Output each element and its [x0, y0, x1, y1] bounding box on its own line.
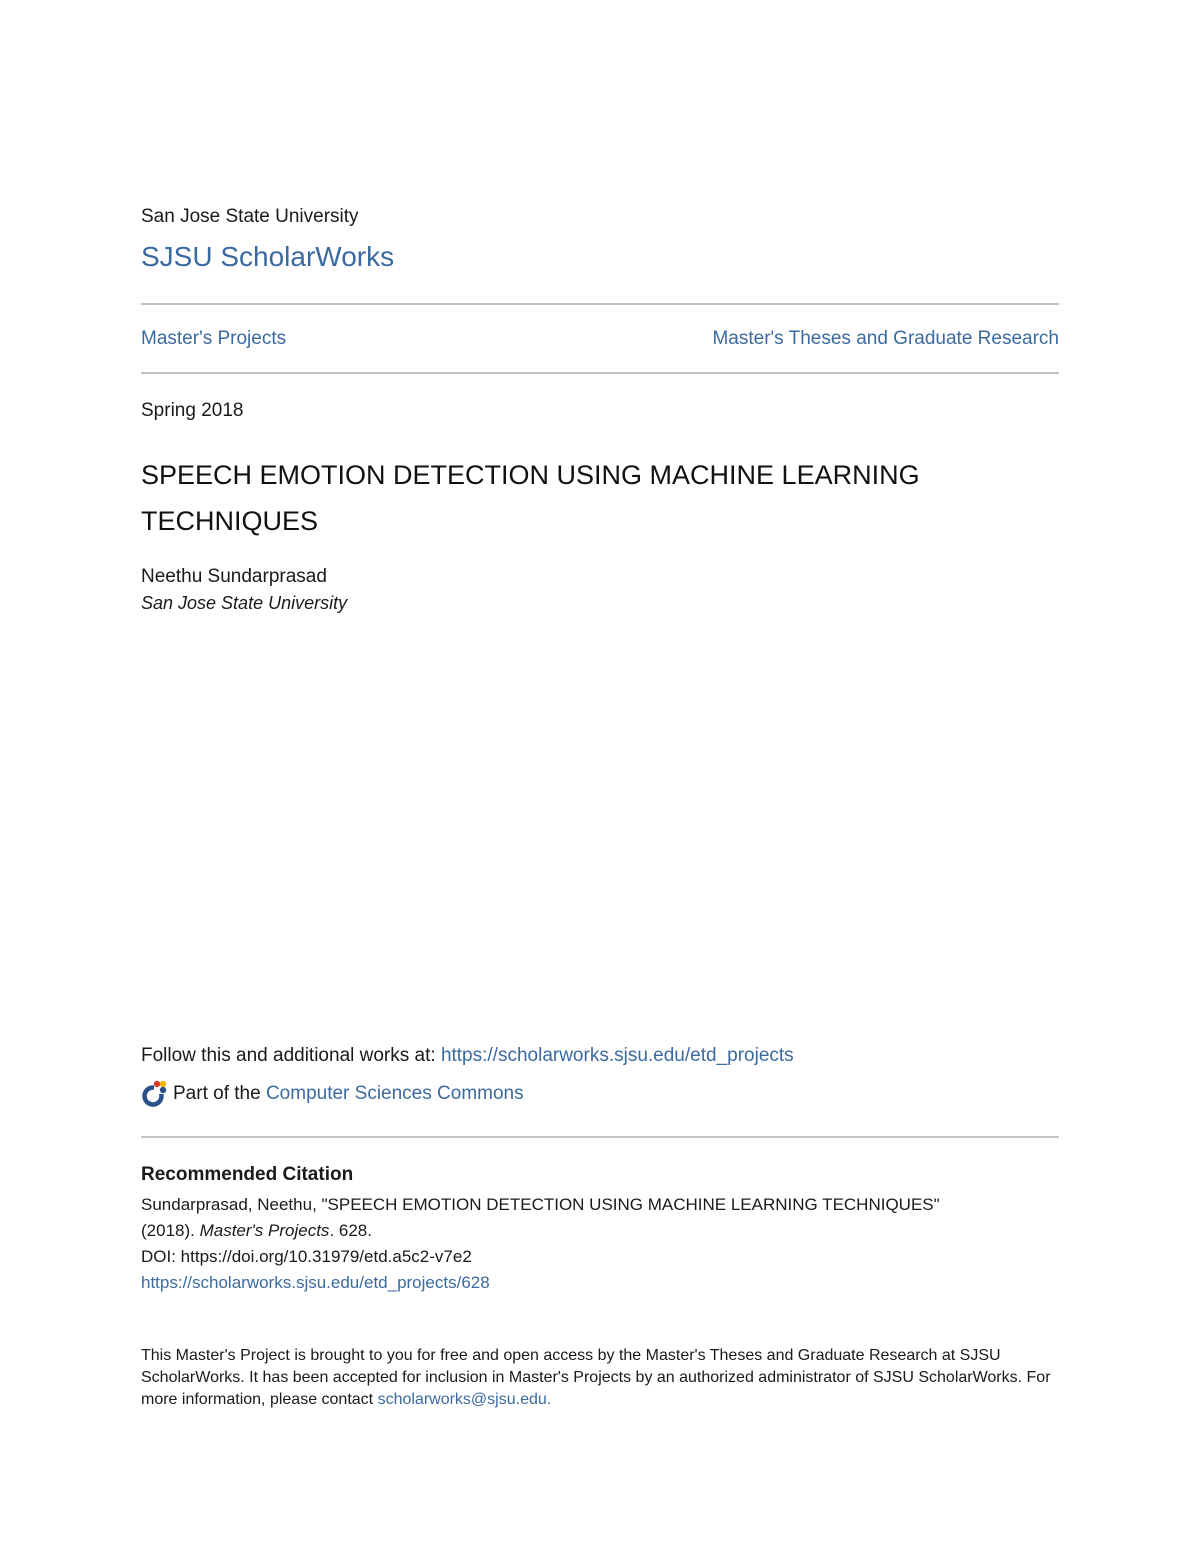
- follow-prefix: Follow this and additional works at:: [141, 1045, 441, 1066]
- access-statement-end: .: [546, 1391, 552, 1408]
- citation-number: . 628.: [329, 1221, 372, 1240]
- follow-url-link[interactable]: https://scholarworks.sjsu.edu/etd_projects: [440, 1045, 794, 1066]
- repository-link[interactable]: SJSU ScholarWorks: [141, 241, 395, 272]
- access-statement: [141, 1345, 1059, 1411]
- citation-line-2: [141, 1218, 1059, 1244]
- citation-body: [141, 1192, 1059, 1296]
- author-name: Neethu Sundarprasad: [141, 566, 327, 587]
- part-of-line: [141, 1079, 524, 1109]
- computer-sciences-commons-link[interactable]: Computer Sciences Commons: [265, 1083, 524, 1104]
- part-of-prefix: Part of the: [173, 1083, 261, 1104]
- citation-series: Master's Projects: [199, 1221, 330, 1240]
- contact-email-link[interactable]: scholarworks@sjsu.edu: [377, 1391, 547, 1408]
- divider-series: [141, 372, 1059, 374]
- series-link-masters-projects[interactable]: Master's Projects: [141, 328, 287, 349]
- access-statement-text: This Master's Project is brought to you for free and open access by the Master's Theses and Graduate Research at SJSU ScholarWorks. It has been accepted for inclusion in Master's Projects by an authorized administrator of SJSU ScholarWorks. For more information, please contact: [141, 1347, 1051, 1408]
- author-affiliation: San Jose State University: [141, 593, 348, 613]
- citation-year: (2018).: [141, 1221, 200, 1240]
- series-link-theses-research[interactable]: Master's Theses and Graduate Research: [712, 328, 1059, 349]
- divider-citation: [141, 1136, 1059, 1138]
- institution-name: San Jose State University: [141, 206, 359, 227]
- document-title: SPEECH EMOTION DETECTION USING MACHINE LEARNING TECHNIQUES: [141, 460, 920, 536]
- follow-line: [141, 1045, 794, 1067]
- divider-top: [141, 303, 1059, 305]
- commons-network-icon: [141, 1079, 169, 1109]
- citation-doi: DOI: https://doi.org/10.31979/etd.a5c2-v7e2: [141, 1247, 472, 1266]
- citation-url-link[interactable]: https://scholarworks.sjsu.edu/etd_projects/628: [141, 1273, 490, 1292]
- citation-heading: Recommended Citation: [141, 1164, 354, 1185]
- citation-line-1: Sundarprasad, Neethu, "SPEECH EMOTION DETECTION USING MACHINE LEARNING TECHNIQUES": [141, 1195, 940, 1214]
- publication-term: Spring 2018: [141, 400, 244, 421]
